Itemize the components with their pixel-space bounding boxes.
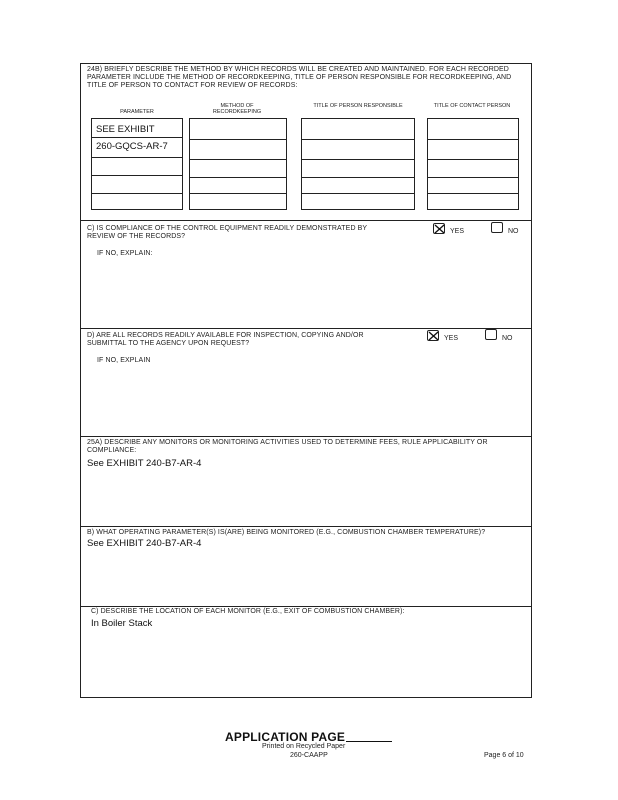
section-25a-monitors — [81, 437, 531, 527]
no-label-c: NO — [508, 228, 519, 235]
yes-label-d: YES — [444, 335, 459, 342]
application-page-title: APPLICATION PAGE — [225, 730, 346, 744]
answer-25a[interactable]: See EXHIBIT 240-B7-AR-4 — [87, 458, 202, 469]
column-header-responsible: TITLE OF PERSON RESPONSIBLE — [313, 103, 403, 109]
question-25a: 25A) DESCRIBE ANY MONITORS OR MONITORING ACTIVITIES USED TO DETERMINE FEES, RULE APPLICABILITY OR COMPLIANCE: — [87, 439, 488, 454]
column-header-contact: TITLE OF CONTACT PERSON — [433, 103, 511, 109]
no-label-d: NO — [502, 335, 513, 342]
question-b: B) WHAT OPERATING PARAMETER(S) IS(ARE) BEING MONITORED (E.G., COMBUSTION CHAMBER TEMPERATURE)? — [87, 529, 486, 536]
section-c-compliance — [81, 221, 531, 329]
contact-column[interactable] — [427, 118, 519, 210]
parameter-column — [91, 118, 183, 210]
section-b-parameters — [81, 527, 531, 607]
application-page-blank[interactable] — [346, 741, 392, 742]
column-header-parameter: PARAMETER — [120, 109, 154, 115]
responsible-column[interactable] — [301, 118, 415, 210]
question-24b: 24B) BRIEFLY DESCRIBE THE METHOD BY WHICH RECORDS WILL BE CREATED AND MAINTAINED. FOR EACH RECORDED PARAMETER INCLUDE THE METHOD OF RECORDKEEPING, TITLE OF PERSON RESPONSIBLE FOR RECORDKEEPING, AND TITLE OF PERSON TO CONTACT FOR REVIEW OF RECORDS: — [87, 66, 512, 89]
no-checkbox-c[interactable] — [491, 222, 503, 233]
recycled-paper-note: Printed on Recycled Paper — [262, 743, 346, 750]
check-x-icon — [434, 224, 446, 235]
question-d: D) ARE ALL RECORDS READILY AVAILABLE FOR INSPECTION, COPYING AND/OR SUBMITTAL TO THE AGENCY UPON REQUEST? — [87, 332, 364, 347]
yes-checkbox-c[interactable] — [433, 223, 445, 234]
answer-b[interactable]: See EXHIBIT 240-B7-AR-4 — [87, 538, 202, 549]
check-x-icon — [428, 331, 440, 342]
yes-label-c: YES — [450, 228, 465, 235]
section-d-records — [81, 329, 531, 437]
method-column[interactable] — [189, 118, 287, 210]
yes-checkbox-d[interactable] — [427, 330, 439, 341]
page-number: Page 6 of 10 — [484, 752, 524, 759]
parameter-cell-1[interactable]: SEE EXHIBIT — [96, 124, 155, 135]
no-checkbox-d[interactable] — [485, 329, 497, 340]
explain-label-d: IF NO, EXPLAIN — [97, 357, 151, 364]
column-header-method: METHOD OF RECORDKEEPING — [212, 103, 262, 115]
explain-label-c: IF NO, EXPLAIN: — [97, 250, 153, 257]
form-code: 260-CAAPP — [290, 752, 328, 759]
question-c: C) IS COMPLIANCE OF THE CONTROL EQUIPMENT READILY DEMONSTRATED BY REVIEW OF THE RECORDS? — [87, 225, 368, 240]
answer-c2[interactable]: In Boiler Stack — [91, 618, 153, 629]
section-24b — [81, 64, 531, 221]
form-frame — [80, 63, 532, 698]
question-c2: C) DESCRIBE THE LOCATION OF EACH MONITOR (E.G., EXIT OF COMBUSTION CHAMBER): — [91, 608, 405, 615]
parameter-cell-2[interactable]: 260-GQCS-AR-7 — [96, 141, 168, 152]
section-c-location — [81, 607, 531, 699]
